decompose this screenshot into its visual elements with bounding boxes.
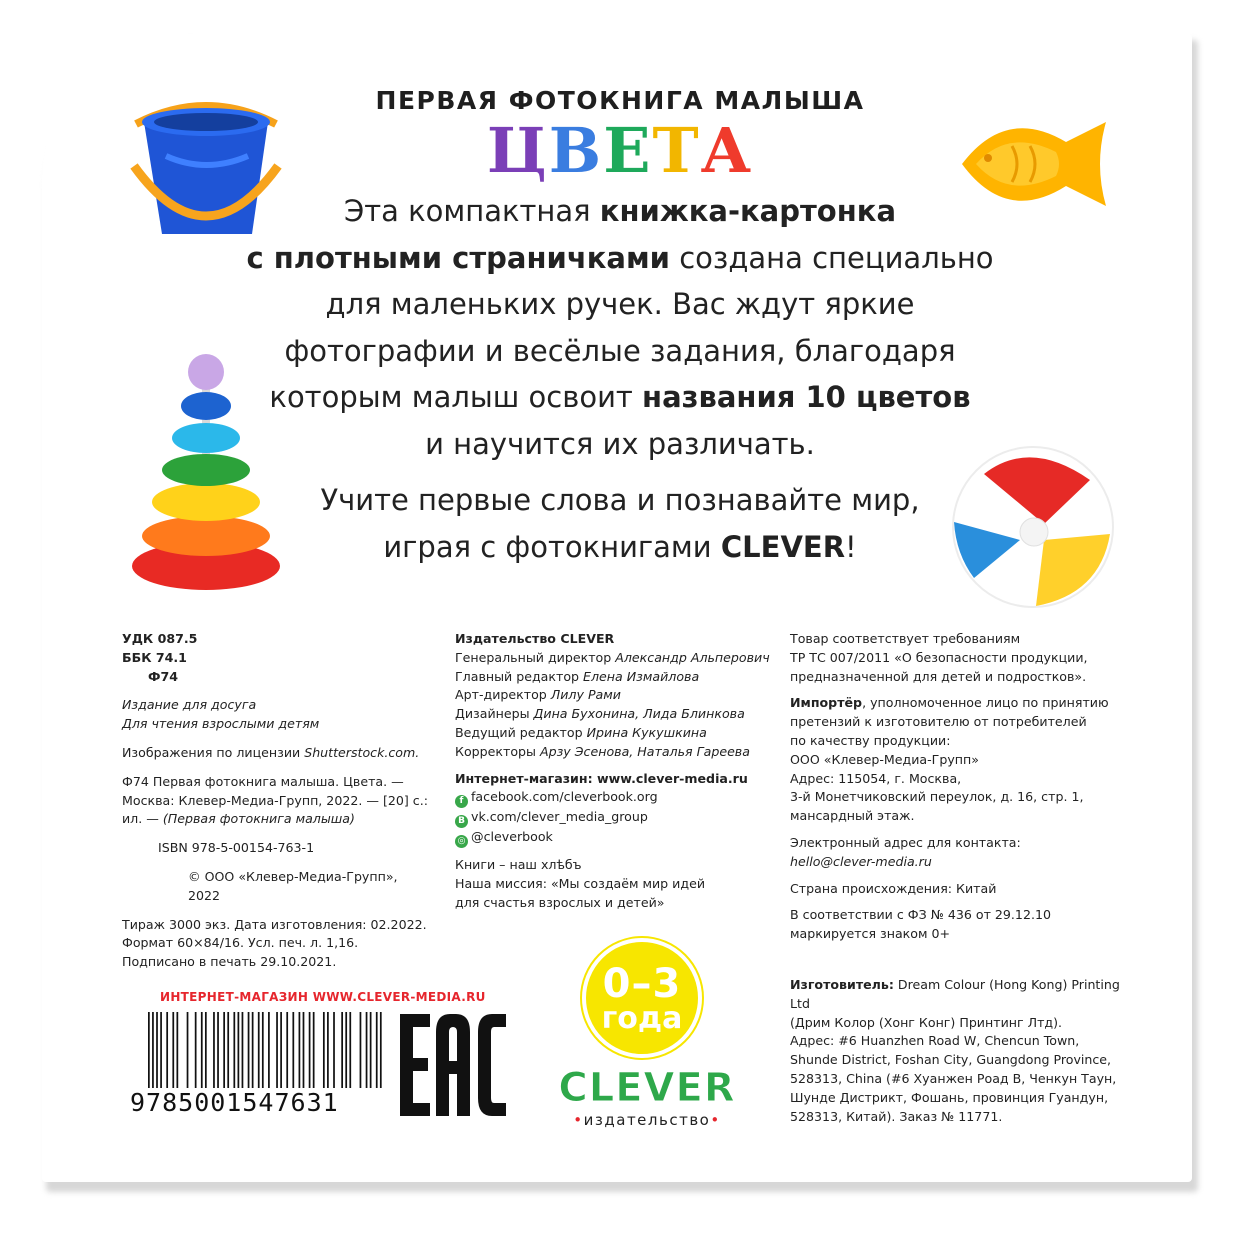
staff-name: Александр Альперович (615, 649, 770, 665)
print-info: Подписано в печать 29.10.2021. (122, 954, 337, 970)
facebook-icon: f (455, 795, 468, 808)
barcode-bar (286, 1012, 288, 1088)
staff-name: Лилу Рами (550, 687, 621, 703)
barcode-bar (299, 1012, 301, 1088)
motto-text: ! (845, 529, 857, 564)
description-bold-text: книжка-картонка (599, 194, 897, 228)
manufacturer-text: Shunde District, Foshan City, Guangdong Province, (790, 1052, 1112, 1068)
publisher-slogan: Книги – наш хлѣбъ (455, 857, 582, 873)
staff-role: Арт-директор (455, 687, 551, 703)
description-bold-text: названия 10 цветов (642, 380, 971, 414)
barcode-bar (370, 1012, 372, 1088)
age-range: 0–3 (602, 961, 682, 1007)
barcode-bar (238, 1012, 240, 1088)
compliance-text: предназначенной для детей и подростков». (790, 668, 1087, 684)
print-info: Тираж 3000 экз. Дата изготовления: 02.2022. (122, 916, 427, 932)
title-letter: Т (652, 114, 701, 187)
barcode-bar (376, 1012, 378, 1088)
instagram-icon: ◎ (455, 835, 468, 848)
staff-role: Генеральный директор (455, 649, 616, 665)
barcode-bar (166, 1012, 168, 1088)
publisher-info (455, 630, 775, 913)
copyright: © ООО «Клевер-Медиа-Групп», 2022 (188, 868, 398, 903)
description-text: создана специально (670, 240, 994, 275)
barcode-bar (205, 1012, 207, 1088)
image-license: Изображения по лицензии (122, 744, 305, 760)
barcode-bar (187, 1012, 189, 1088)
staff-role: Главный редактор (455, 668, 584, 684)
publisher-mission: Наша миссия: «Мы создаём мир идей (455, 876, 705, 892)
manufacturer-text: Адрес: #6 Huanzhen Road W, Chencun Town, (790, 1033, 1080, 1049)
importer-text: мансардный этаж. (790, 808, 915, 824)
barcode-bar (366, 1012, 368, 1088)
logo-word: CLEVER (558, 1065, 736, 1111)
logo-subtitle: издательство (583, 1111, 711, 1129)
barcode-bar (303, 1012, 305, 1088)
barcode-bar (313, 1012, 315, 1088)
barcode-bar (176, 1012, 178, 1088)
barcode-bar (233, 1012, 235, 1088)
importer-text: , уполномоченное лицо по принятию (862, 695, 1109, 711)
importer-text: ООО «Клевер-Медиа-Групп» (790, 751, 979, 767)
manufacturer-text: 528313, Китай). Заказ № 11771. (790, 1108, 1003, 1124)
staff-role: Корректоры (455, 743, 540, 759)
title-letter: А (700, 114, 754, 187)
barcode-bar (148, 1012, 150, 1088)
clever-logo (552, 1066, 742, 1130)
barcode-bar (309, 1012, 311, 1088)
title-letter: Ц (486, 114, 549, 187)
barcode-bar (227, 1012, 229, 1088)
staff-role: Дизайнеры (455, 706, 534, 722)
vk-icon: В (455, 815, 468, 828)
barcode-bar (195, 1012, 197, 1088)
title-letter: Е (603, 114, 653, 187)
bbk-code: ББК 74.1 (122, 649, 187, 665)
barcode-bar (268, 1012, 270, 1088)
barcode-bar (217, 1012, 219, 1088)
description-text: Эта компактная (343, 194, 600, 228)
edition-type: Издание для досуга (122, 697, 257, 713)
manufacturer-text: 528313, China (#6 Хуанжен Роад В, Ченкун Таун, (790, 1070, 1117, 1086)
instagram-link: @cleverbook (471, 829, 553, 845)
barcode-bar (258, 1012, 260, 1088)
importer-text: по качеству продукции: (790, 732, 951, 748)
motto-text: Учите первые слова и познавайте мир, (320, 483, 920, 517)
barcode-bar (262, 1012, 264, 1088)
barcode-bar (248, 1012, 250, 1088)
importer-label: Импортёр (790, 695, 863, 711)
dot-icon: • (573, 1111, 584, 1129)
compliance-text: ТР ТС 007/2011 «О безопасности продукции, (790, 649, 1088, 665)
barcode-bar (323, 1012, 325, 1088)
motto-text: играя с фотокнигами (383, 529, 721, 564)
book-motto (200, 477, 1040, 570)
vk-link: vk.com/clever_media_group (471, 809, 648, 825)
edition-audience: Для чтения взрослыми детям (122, 716, 320, 732)
facebook-link: facebook.com/cleverbook.org (471, 789, 658, 805)
staff-name: Ирина Кукушкина (586, 724, 707, 740)
barcode-bar (280, 1012, 282, 1088)
image-license-source: Shutterstock.com. (304, 744, 420, 760)
udk-code: УДК 087.5 (122, 631, 198, 646)
manufacturer-text: Dream Colour (Hong Kong) Printing Ltd (790, 976, 1120, 1011)
importer-text: 3-й Монетчиковский переулок, д. 16, стр. 1, (790, 789, 1084, 805)
author-mark: Ф74 (148, 668, 179, 684)
description-text: которым малыш освоит (269, 380, 643, 414)
staff-role: Ведущий редактор (455, 724, 587, 740)
importer-text: Адрес: 115054, г. Москва, (790, 770, 962, 786)
publisher-name: Издательство CLEVER (455, 631, 615, 646)
catalog-entry: Ф74 Первая фотокнига малыша. Цвета. — (122, 773, 404, 789)
book-description (200, 188, 1040, 467)
description-text: фотографии и весёлые задания, благодаря (284, 333, 956, 368)
age-law-text: маркируется знаком 0+ (790, 926, 951, 942)
bibliographic-info (122, 630, 432, 972)
description-bold-text: с плотными страничками (246, 240, 670, 275)
barcode-bar (327, 1012, 329, 1088)
barcode-bar (223, 1012, 225, 1088)
barcode-bar (156, 1012, 158, 1088)
barcode-bar (292, 1012, 294, 1088)
barcode-bar (380, 1012, 382, 1088)
catalog-entry: Москва: Клевер-Медиа-Групп, 2022. — [20] с.: (122, 792, 428, 808)
age-law-text: В соответствии с ФЗ № 436 от 29.12.10 (790, 907, 1051, 923)
catalog-series: (Первая фотокнига малыша) (162, 811, 355, 827)
isbn: ISBN 978-5-00154-763-1 (158, 840, 315, 856)
barcode-bar (276, 1012, 278, 1088)
staff-name: Дина Бухонина, Лида Блинкова (533, 706, 745, 722)
description-text: и научится их различать. (425, 426, 815, 461)
barcode-digits: 9785001547631 (130, 1088, 339, 1117)
barcode (148, 1012, 384, 1088)
barcode-bar (360, 1012, 362, 1088)
country-of-origin: Страна происхождения: Китай (790, 880, 997, 896)
staff-name: Елена Измайлова (583, 668, 700, 684)
title-letter: В (548, 114, 604, 187)
barcode-bar (160, 1012, 162, 1088)
barcode-bar (341, 1012, 343, 1088)
shop-url-line: ИНТЕРНЕТ-МАГАЗИН WWW.CLEVER-MEDIA.RU (160, 990, 486, 1004)
book-subtitle: ПЕРВАЯ ФОТОКНИГА МАЛЫША (375, 86, 865, 115)
importer-text: претензий к изготовителю от потребителей (790, 714, 1087, 730)
catalog-entry: ил. — (122, 811, 163, 827)
manufacturer-label: Изготовитель: (790, 976, 894, 992)
compliance-text: Товар соответствует требованиям (790, 631, 1021, 646)
email-label: Электронный адрес для контакта: (790, 834, 1021, 850)
print-info: Формат 60×84/16. Усл. печ. л. 1,16. (122, 935, 359, 951)
dot-icon: • (710, 1111, 721, 1129)
age-badge (582, 938, 702, 1058)
manufacturer-text: (Дрим Колор (Хонг Конг) Принтинг Лтд). (790, 1014, 1063, 1030)
barcode-bar (201, 1012, 203, 1088)
online-shop: Интернет-магазин: www.clever-media.ru (455, 770, 748, 786)
barcode-bar (172, 1012, 174, 1088)
contact-email: hello@clever-media.ru (790, 853, 932, 869)
barcode-bar (213, 1012, 215, 1088)
barcode-bar (349, 1012, 351, 1088)
barcode-bar (152, 1012, 154, 1088)
barcode-bar (252, 1012, 254, 1088)
barcode-bar (333, 1012, 335, 1088)
barcode-bar (242, 1012, 244, 1088)
eac-mark (398, 1012, 508, 1118)
age-word: года (601, 1001, 683, 1036)
motto-brand: CLEVER (720, 529, 846, 564)
publisher-mission: для счастья взрослых и детей» (455, 894, 665, 910)
barcode-bar (345, 1012, 347, 1088)
legal-info (790, 630, 1140, 1126)
manufacturer-text: Шунде Дистрикт, Фошань, провинция Гуандун, (790, 1089, 1109, 1105)
staff-name: Арзу Эсенова, Наталья Гареева (539, 743, 750, 759)
description-text: для маленьких ручек. Вас ждут яркие (325, 287, 915, 321)
